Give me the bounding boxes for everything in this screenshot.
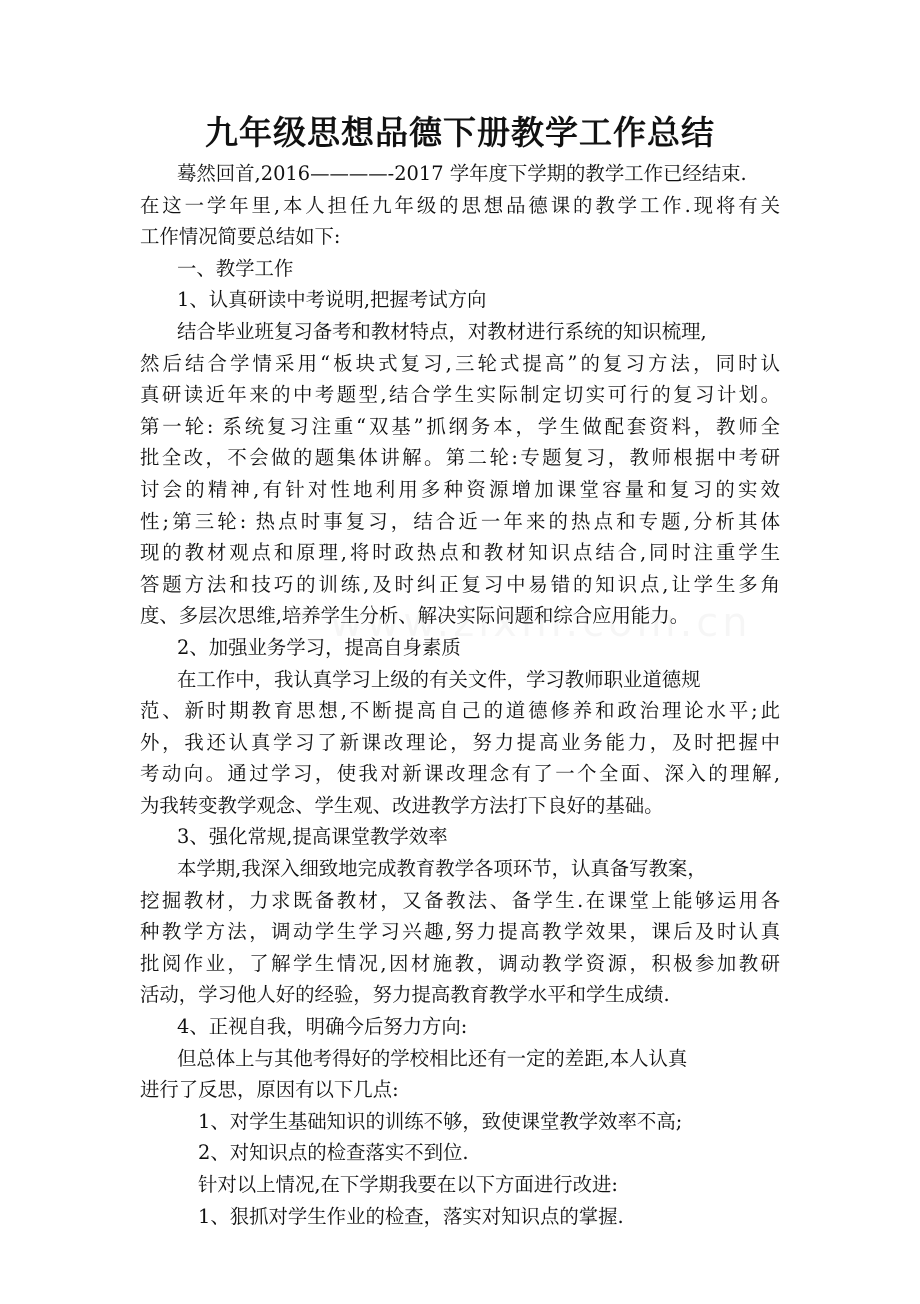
subsection-heading: 1、认真研读中考说明,把握考试方向 <box>177 288 487 312</box>
paragraph-line: 现的教材观点和原理,将时政热点和教材知识点结合,同时注重学生 <box>140 541 780 565</box>
paragraph-line: 批阅作业，了解学生情况,因材施教，调动教学资源，积极参加教研 <box>140 951 780 975</box>
paragraph-line: 工作情况简要总结如下: <box>140 225 341 249</box>
document-title: 九年级思想品德下册教学工作总结 <box>205 113 715 152</box>
paragraph-line: 讨会的精神,有针对性地利用多种资源增加课堂容量和复习的实效 <box>140 477 780 501</box>
paragraph-line: 外，我还认真学习了新课改理论，努力提高业务能力，及时把握中 <box>140 730 780 754</box>
paragraph-line: 考动向。通过学习，使我对新课改理念有了一个全面、深入的理解, <box>140 762 780 786</box>
paragraph-line: 进行了反思，原因有以下几点: <box>140 1078 399 1102</box>
paragraph-line: 范、新时期教育思想,不断提高自己的道德修养和政治理论水平;此 <box>140 699 780 723</box>
paragraph-line: 性;第三轮: 热点时事复习，结合近一年来的热点和专题,分析其体 <box>140 509 780 533</box>
section-heading: 一、教学工作 <box>177 256 294 280</box>
subsection-heading: 2、加强业务学习，提高自身素质 <box>177 635 461 659</box>
paragraph-line: 度、多层次思维,培养学生分析、解决实际问题和综合应用能力。 <box>140 604 690 628</box>
paragraph-line: 本学期,我深入细致地完成教育教学各项环节，认真备写教案， <box>177 857 707 881</box>
paragraph-line: 活动，学习他人好的经验，努力提高教育教学水平和学生成绩. <box>140 983 670 1007</box>
document-body <box>140 108 780 1232</box>
paragraph-line: 为我转变教学观念、学生观、改进教学方法打下良好的基础。 <box>140 793 664 817</box>
paragraph-line: 批全改，不会做的题集体讲解。第二轮:专题复习，教师根据中考研 <box>140 446 780 470</box>
paragraph-line: 结合毕业班复习备考和教材特点，对教材进行系统的知识梳理, <box>177 319 707 343</box>
subsection-heading: 3、强化常规,提高课堂教学效率 <box>177 825 448 849</box>
list-item: 2、对知识点的检查落实不到位. <box>198 1141 469 1165</box>
paragraph-line: 蓦然回首,2016————-2017 学年度下学期的教学工作已经结束. <box>177 162 747 185</box>
paragraph-line: 真研读近年来的中考题型,结合学生实际制定切实可行的复习计划。 <box>140 383 780 407</box>
paragraph-line: 针对以上情况,在下学期我要在以下方面进行改进: <box>198 1173 618 1196</box>
paragraph-line: 挖掘教材，力求既备教材，又备教法、备学生.在课堂上能够运用各 <box>140 888 780 912</box>
paragraph-line: 但总体上与其他考得好的学校相比还有一定的差距,本人认真 <box>177 1046 688 1070</box>
paragraph-line: 种教学方法，调动学生学习兴趣,努力提高教学效果，课后及时认真 <box>140 920 780 944</box>
paragraph-line: 在这一学年里,本人担任九年级的思想品德课的教学工作.现将有关 <box>140 193 780 217</box>
paragraph-line: 在工作中，我认真学习上级的有关文件，学习教师职业道德规 <box>177 667 701 691</box>
list-item: 1、狠抓对学生作业的检查，落实对知识点的掌握. <box>198 1204 624 1228</box>
paragraph-line: 答题方法和技巧的训练,及时纠正复习中易错的知识点,让学生多角 <box>140 572 780 596</box>
paragraph-line: 然后结合学情采用“板块式复习,三轮式提高”的复习方法，同时认 <box>140 351 780 375</box>
subsection-heading: 4、正视自我，明确今后努力方向: <box>177 1015 468 1039</box>
list-item: 1、对学生基础知识的训练不够，致使课堂教学效率不高; <box>198 1109 683 1133</box>
paragraph-line: 第一轮: 系统复习注重“双基”抓纲务本，学生做配套资料，教师全 <box>140 414 780 438</box>
